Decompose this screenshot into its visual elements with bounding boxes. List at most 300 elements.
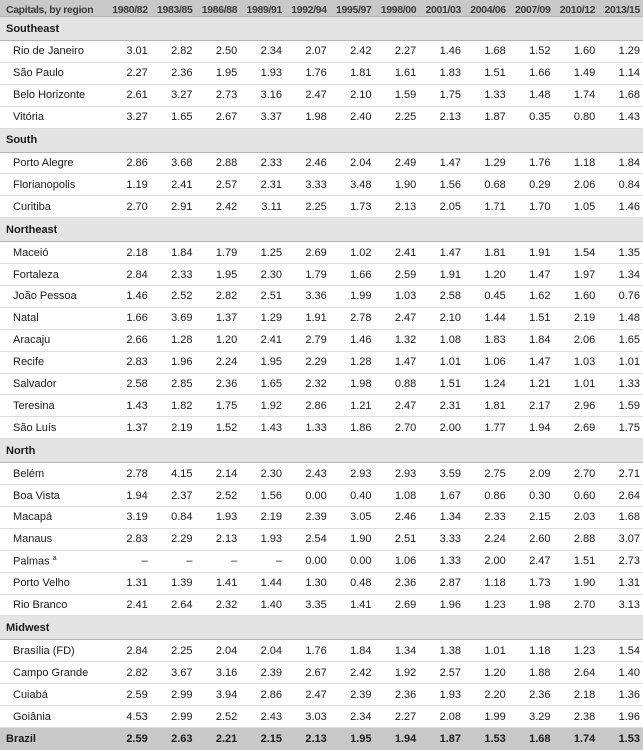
value-cell: 2.93 bbox=[330, 463, 375, 485]
value-cell: 1.33 bbox=[419, 550, 464, 572]
capital-name-cell bbox=[0, 662, 106, 684]
table-row bbox=[0, 41, 643, 63]
value-cell: 0.86 bbox=[464, 485, 509, 507]
value-cell: 1.39 bbox=[151, 572, 196, 594]
value-cell: 0.00 bbox=[285, 550, 330, 572]
value-cell: 2.13 bbox=[419, 106, 464, 128]
value-cell: 3.27 bbox=[106, 106, 151, 128]
value-cell: 1.32 bbox=[375, 329, 420, 351]
value-cell: 1.25 bbox=[240, 242, 285, 264]
value-cell: 1.75 bbox=[196, 395, 241, 417]
value-cell: 1.92 bbox=[240, 395, 285, 417]
value-cell: 1.84 bbox=[598, 152, 643, 174]
value-cell: 1.47 bbox=[509, 351, 554, 373]
value-cell: 1.93 bbox=[419, 684, 464, 706]
value-cell: 2.64 bbox=[554, 662, 599, 684]
value-cell: 2.64 bbox=[598, 485, 643, 507]
capital-name: Goiânia bbox=[13, 711, 51, 723]
value-cell: 0.40 bbox=[330, 485, 375, 507]
value-cell: 1.47 bbox=[509, 264, 554, 286]
value-cell: 3.67 bbox=[151, 662, 196, 684]
table-row bbox=[0, 62, 643, 84]
region-row bbox=[0, 439, 643, 463]
column-header-period: 2010/12 bbox=[554, 0, 599, 17]
value-cell: 1.86 bbox=[330, 417, 375, 439]
value-cell: 2.17 bbox=[509, 395, 554, 417]
value-cell: 1.95 bbox=[196, 62, 241, 84]
value-cell: 2.36 bbox=[375, 572, 420, 594]
value-cell: 2.25 bbox=[151, 640, 196, 662]
capital-name-cell bbox=[0, 684, 106, 706]
table-row bbox=[0, 485, 643, 507]
capital-name-cell bbox=[0, 264, 106, 286]
value-cell: 0.84 bbox=[598, 174, 643, 196]
value-cell: 2.06 bbox=[554, 329, 599, 351]
value-cell: 2.61 bbox=[106, 84, 151, 106]
value-cell: 1.33 bbox=[464, 84, 509, 106]
value-cell: 4.15 bbox=[151, 463, 196, 485]
value-cell: 1.76 bbox=[285, 62, 330, 84]
value-cell: 1.28 bbox=[330, 351, 375, 373]
value-cell: 2.43 bbox=[285, 463, 330, 485]
table-row bbox=[0, 463, 643, 485]
value-cell: 2.70 bbox=[106, 196, 151, 218]
capital-name: Boa Vista bbox=[13, 490, 60, 502]
value-cell: 1.08 bbox=[419, 329, 464, 351]
value-cell: 1.90 bbox=[330, 528, 375, 550]
value-cell: 2.14 bbox=[196, 463, 241, 485]
value-cell: 2.08 bbox=[419, 706, 464, 728]
value-cell: 2.31 bbox=[240, 174, 285, 196]
value-cell: 3.13 bbox=[598, 594, 643, 616]
value-cell: 2.75 bbox=[464, 463, 509, 485]
value-cell: 0.80 bbox=[554, 106, 599, 128]
table-row bbox=[0, 684, 643, 706]
value-cell: 2.46 bbox=[375, 507, 420, 529]
value-cell: 1.91 bbox=[419, 264, 464, 286]
capital-name: Campo Grande bbox=[13, 667, 88, 679]
total-value-cell: 2.15 bbox=[240, 728, 285, 750]
value-cell: 1.33 bbox=[598, 373, 643, 395]
value-cell: 1.61 bbox=[375, 62, 420, 84]
value-cell: 2.32 bbox=[196, 594, 241, 616]
value-cell: 2.06 bbox=[554, 174, 599, 196]
value-cell: 0.88 bbox=[375, 373, 420, 395]
value-cell: 3.05 bbox=[330, 507, 375, 529]
value-cell: 1.65 bbox=[240, 373, 285, 395]
capital-name: Macapá bbox=[13, 511, 52, 523]
value-cell: 0.00 bbox=[285, 485, 330, 507]
value-cell: 4.53 bbox=[106, 706, 151, 728]
value-cell: 2.73 bbox=[598, 550, 643, 572]
total-value-cell: 1.53 bbox=[464, 728, 509, 750]
value-cell: 3.29 bbox=[509, 706, 554, 728]
value-cell: 1.74 bbox=[554, 84, 599, 106]
value-cell: 1.93 bbox=[240, 62, 285, 84]
value-cell: 2.78 bbox=[106, 463, 151, 485]
value-cell: 1.65 bbox=[151, 106, 196, 128]
value-cell: 1.60 bbox=[554, 41, 599, 63]
value-cell: 2.09 bbox=[509, 463, 554, 485]
value-cell: 2.47 bbox=[375, 307, 420, 329]
value-cell: 2.19 bbox=[151, 417, 196, 439]
footnote-marker: a bbox=[53, 555, 57, 562]
column-header-period: 1986/88 bbox=[196, 0, 241, 17]
value-cell: 1.18 bbox=[464, 572, 509, 594]
capital-name-cell bbox=[0, 84, 106, 106]
value-cell: 2.47 bbox=[375, 395, 420, 417]
capital-name: Manaus bbox=[13, 533, 52, 545]
value-cell: 2.59 bbox=[375, 264, 420, 286]
value-cell: 2.99 bbox=[151, 684, 196, 706]
value-cell: 2.34 bbox=[240, 41, 285, 63]
value-cell: 2.84 bbox=[106, 264, 151, 286]
capital-name: Aracaju bbox=[13, 334, 50, 346]
total-value-cell: 1.74 bbox=[554, 728, 599, 750]
capital-name: Cuiabá bbox=[13, 689, 48, 701]
column-header-period: 2001/03 bbox=[419, 0, 464, 17]
value-cell: 2.51 bbox=[375, 528, 420, 550]
value-cell: 1.29 bbox=[464, 152, 509, 174]
value-cell: 0.84 bbox=[151, 507, 196, 529]
value-cell: 2.40 bbox=[330, 106, 375, 128]
value-cell: 1.21 bbox=[509, 373, 554, 395]
value-cell: 1.81 bbox=[464, 395, 509, 417]
value-cell: 1.81 bbox=[464, 242, 509, 264]
column-header-period: 1989/91 bbox=[240, 0, 285, 17]
value-cell: 2.69 bbox=[375, 594, 420, 616]
value-cell: 1.66 bbox=[330, 264, 375, 286]
value-cell: 1.20 bbox=[196, 329, 241, 351]
value-cell: 2.57 bbox=[419, 662, 464, 684]
value-cell: 1.51 bbox=[464, 62, 509, 84]
value-cell: 2.04 bbox=[330, 152, 375, 174]
value-cell: 1.06 bbox=[375, 550, 420, 572]
table-row bbox=[0, 286, 643, 308]
total-value-cell: 2.21 bbox=[196, 728, 241, 750]
value-cell: 1.94 bbox=[509, 417, 554, 439]
value-cell: 1.34 bbox=[598, 264, 643, 286]
value-cell: 1.76 bbox=[285, 640, 330, 662]
value-cell: 2.93 bbox=[375, 463, 420, 485]
value-cell: 2.04 bbox=[196, 640, 241, 662]
total-value-cell: 1.94 bbox=[375, 728, 420, 750]
value-cell: 1.59 bbox=[598, 395, 643, 417]
value-cell: 2.52 bbox=[196, 706, 241, 728]
value-cell: 2.38 bbox=[554, 706, 599, 728]
value-cell: 2.82 bbox=[151, 41, 196, 63]
region-row bbox=[0, 616, 643, 640]
value-cell: 2.00 bbox=[419, 417, 464, 439]
value-cell: 2.91 bbox=[151, 196, 196, 218]
value-cell: 1.03 bbox=[554, 351, 599, 373]
capital-name: Fortaleza bbox=[13, 269, 59, 281]
value-cell: – bbox=[106, 550, 151, 572]
value-cell: 1.29 bbox=[240, 307, 285, 329]
value-cell: 1.28 bbox=[151, 329, 196, 351]
value-cell: 1.90 bbox=[375, 174, 420, 196]
column-header-period: 1992/94 bbox=[285, 0, 330, 17]
capital-name-cell bbox=[0, 196, 106, 218]
region-label: Northeast bbox=[0, 218, 643, 242]
total-value-cell: 1.68 bbox=[509, 728, 554, 750]
value-cell: 1.79 bbox=[285, 264, 330, 286]
value-cell: 2.33 bbox=[240, 152, 285, 174]
value-cell: 2.30 bbox=[240, 264, 285, 286]
value-cell: 1.93 bbox=[196, 507, 241, 529]
value-cell: 2.24 bbox=[196, 351, 241, 373]
value-cell: 1.52 bbox=[196, 417, 241, 439]
region-row bbox=[0, 218, 643, 242]
value-cell: 2.20 bbox=[464, 684, 509, 706]
region-label: Southeast bbox=[0, 17, 643, 41]
total-row bbox=[0, 728, 643, 750]
region-row bbox=[0, 17, 643, 41]
value-cell: 2.13 bbox=[196, 528, 241, 550]
region-label: Midwest bbox=[0, 616, 643, 640]
capital-name: Vitória bbox=[13, 111, 44, 123]
value-cell: 1.84 bbox=[151, 242, 196, 264]
capital-name: São Paulo bbox=[13, 67, 64, 79]
value-cell: 3.16 bbox=[240, 84, 285, 106]
value-cell: 2.67 bbox=[196, 106, 241, 128]
value-cell: 3.36 bbox=[285, 286, 330, 308]
value-cell: 2.25 bbox=[285, 196, 330, 218]
total-value-cell: 2.63 bbox=[151, 728, 196, 750]
region-label: South bbox=[0, 128, 643, 152]
total-label: Brazil bbox=[0, 728, 106, 750]
capital-name-cell bbox=[0, 463, 106, 485]
value-cell: 1.90 bbox=[554, 572, 599, 594]
value-cell: 2.15 bbox=[509, 507, 554, 529]
capital-name: Curitiba bbox=[13, 201, 51, 213]
value-cell: 2.58 bbox=[106, 373, 151, 395]
value-cell: 2.19 bbox=[554, 307, 599, 329]
value-cell: 1.30 bbox=[285, 572, 330, 594]
value-cell: 1.08 bbox=[375, 485, 420, 507]
value-cell: 2.58 bbox=[419, 286, 464, 308]
value-cell: 2.13 bbox=[375, 196, 420, 218]
table-row bbox=[0, 174, 643, 196]
value-cell: 2.52 bbox=[151, 286, 196, 308]
value-cell: 0.60 bbox=[554, 485, 599, 507]
value-cell: 1.35 bbox=[598, 242, 643, 264]
table-row bbox=[0, 84, 643, 106]
value-cell: 2.41 bbox=[375, 242, 420, 264]
capital-name: Salvador bbox=[13, 378, 56, 390]
capital-name: Palmas bbox=[13, 556, 50, 568]
capital-name: Porto Alegre bbox=[13, 157, 74, 169]
header-row bbox=[0, 0, 643, 17]
value-cell: 1.68 bbox=[598, 507, 643, 529]
value-cell: 2.19 bbox=[240, 507, 285, 529]
value-cell: 2.03 bbox=[554, 507, 599, 529]
value-cell: 1.44 bbox=[240, 572, 285, 594]
value-cell: – bbox=[240, 550, 285, 572]
value-cell: 1.38 bbox=[419, 640, 464, 662]
value-cell: 3.16 bbox=[196, 662, 241, 684]
table-row bbox=[0, 307, 643, 329]
value-cell: 2.30 bbox=[240, 463, 285, 485]
value-cell: 0.29 bbox=[509, 174, 554, 196]
value-cell: 2.54 bbox=[285, 528, 330, 550]
value-cell: 1.83 bbox=[464, 329, 509, 351]
table-row bbox=[0, 706, 643, 728]
table-row bbox=[0, 264, 643, 286]
table-row bbox=[0, 242, 643, 264]
value-cell: 1.34 bbox=[375, 640, 420, 662]
table-body bbox=[0, 17, 643, 750]
capital-name-cell bbox=[0, 242, 106, 264]
value-cell: 1.56 bbox=[240, 485, 285, 507]
table-row bbox=[0, 106, 643, 128]
value-cell: 1.29 bbox=[598, 41, 643, 63]
value-cell: 1.44 bbox=[464, 307, 509, 329]
value-cell: 2.10 bbox=[419, 307, 464, 329]
value-cell: 2.82 bbox=[106, 662, 151, 684]
value-cell: 1.76 bbox=[509, 152, 554, 174]
value-cell: 3.03 bbox=[285, 706, 330, 728]
value-cell: 2.87 bbox=[419, 572, 464, 594]
value-cell: 1.98 bbox=[509, 594, 554, 616]
capital-name-cell bbox=[0, 640, 106, 662]
value-cell: 1.88 bbox=[509, 662, 554, 684]
value-cell: 1.33 bbox=[285, 417, 330, 439]
value-cell: 1.84 bbox=[330, 640, 375, 662]
value-cell: 1.06 bbox=[464, 351, 509, 373]
value-cell: 1.49 bbox=[554, 62, 599, 84]
capital-name-cell bbox=[0, 594, 106, 616]
value-cell: 1.99 bbox=[464, 706, 509, 728]
value-cell: 2.42 bbox=[330, 41, 375, 63]
value-cell: 1.66 bbox=[509, 62, 554, 84]
capital-name-cell bbox=[0, 507, 106, 529]
value-cell: 2.27 bbox=[375, 706, 420, 728]
value-cell: 2.64 bbox=[151, 594, 196, 616]
value-cell: 2.36 bbox=[196, 373, 241, 395]
value-cell: 1.23 bbox=[554, 640, 599, 662]
value-cell: 1.71 bbox=[464, 196, 509, 218]
value-cell: 2.31 bbox=[419, 395, 464, 417]
value-cell: 2.39 bbox=[330, 684, 375, 706]
capital-name-cell bbox=[0, 41, 106, 63]
value-cell: 3.37 bbox=[240, 106, 285, 128]
table-row bbox=[0, 152, 643, 174]
column-header-period: 1995/97 bbox=[330, 0, 375, 17]
value-cell: 1.81 bbox=[330, 62, 375, 84]
value-cell: 1.91 bbox=[285, 307, 330, 329]
value-cell: 1.82 bbox=[151, 395, 196, 417]
value-cell: 1.95 bbox=[240, 351, 285, 373]
capital-name: Recife bbox=[13, 356, 44, 368]
value-cell: 2.50 bbox=[196, 41, 241, 63]
value-cell: – bbox=[151, 550, 196, 572]
value-cell: 2.73 bbox=[196, 84, 241, 106]
capital-name: Teresina bbox=[13, 400, 55, 412]
value-cell: 2.47 bbox=[285, 684, 330, 706]
value-cell: 1.03 bbox=[375, 286, 420, 308]
value-cell: 1.43 bbox=[106, 395, 151, 417]
table-row bbox=[0, 640, 643, 662]
value-cell: 3.35 bbox=[285, 594, 330, 616]
value-cell: 1.87 bbox=[464, 106, 509, 128]
table-row bbox=[0, 528, 643, 550]
value-cell: 1.66 bbox=[106, 307, 151, 329]
value-cell: 1.54 bbox=[554, 242, 599, 264]
value-cell: 1.95 bbox=[196, 264, 241, 286]
value-cell: 2.18 bbox=[554, 684, 599, 706]
region-row bbox=[0, 128, 643, 152]
value-cell: 0.35 bbox=[509, 106, 554, 128]
capital-name-cell bbox=[0, 485, 106, 507]
value-cell: 0.30 bbox=[509, 485, 554, 507]
value-cell: 1.68 bbox=[464, 41, 509, 63]
value-cell: 1.01 bbox=[554, 373, 599, 395]
value-cell: 2.82 bbox=[196, 286, 241, 308]
capital-name: João Pessoa bbox=[13, 290, 77, 302]
value-cell: 0.68 bbox=[464, 174, 509, 196]
value-cell: 2.69 bbox=[285, 242, 330, 264]
value-cell: 3.19 bbox=[106, 507, 151, 529]
total-value-cell: 2.59 bbox=[106, 728, 151, 750]
value-cell: 1.41 bbox=[330, 594, 375, 616]
value-cell: 3.69 bbox=[151, 307, 196, 329]
value-cell: 1.21 bbox=[330, 395, 375, 417]
value-cell: 1.98 bbox=[285, 106, 330, 128]
table-row bbox=[0, 196, 643, 218]
value-cell: 1.01 bbox=[419, 351, 464, 373]
value-cell: 3.07 bbox=[598, 528, 643, 550]
value-cell: 1.46 bbox=[330, 329, 375, 351]
capital-name-cell bbox=[0, 550, 106, 572]
value-cell: 2.32 bbox=[285, 373, 330, 395]
value-cell: 2.86 bbox=[285, 395, 330, 417]
capital-name: Rio de Janeiro bbox=[13, 45, 84, 57]
total-value-cell: 1.53 bbox=[598, 728, 643, 750]
value-cell: 2.41 bbox=[106, 594, 151, 616]
table-row bbox=[0, 550, 643, 572]
table-row bbox=[0, 594, 643, 616]
value-cell: 1.75 bbox=[598, 417, 643, 439]
value-cell: 1.97 bbox=[554, 264, 599, 286]
value-cell: 2.71 bbox=[598, 463, 643, 485]
value-cell: 2.66 bbox=[106, 329, 151, 351]
value-cell: 1.70 bbox=[509, 196, 554, 218]
value-cell: 2.88 bbox=[554, 528, 599, 550]
value-cell: 2.41 bbox=[240, 329, 285, 351]
value-cell: 2.24 bbox=[464, 528, 509, 550]
value-cell: 2.33 bbox=[151, 264, 196, 286]
column-header-period: 2013/15 bbox=[598, 0, 643, 17]
value-cell: 2.05 bbox=[419, 196, 464, 218]
value-cell: 2.49 bbox=[375, 152, 420, 174]
value-cell: 2.86 bbox=[106, 152, 151, 174]
total-value-cell: 2.13 bbox=[285, 728, 330, 750]
value-cell: 0.00 bbox=[330, 550, 375, 572]
value-cell: 2.99 bbox=[151, 706, 196, 728]
value-cell: 2.70 bbox=[375, 417, 420, 439]
value-cell: 1.24 bbox=[464, 373, 509, 395]
value-cell: 2.39 bbox=[285, 507, 330, 529]
value-cell: 0.48 bbox=[330, 572, 375, 594]
value-cell: 1.51 bbox=[509, 307, 554, 329]
value-cell: 1.73 bbox=[509, 572, 554, 594]
total-value-cell: 1.87 bbox=[419, 728, 464, 750]
value-cell: 2.36 bbox=[509, 684, 554, 706]
value-cell: 1.59 bbox=[375, 84, 420, 106]
value-cell: 2.10 bbox=[330, 84, 375, 106]
value-cell: 2.59 bbox=[106, 684, 151, 706]
